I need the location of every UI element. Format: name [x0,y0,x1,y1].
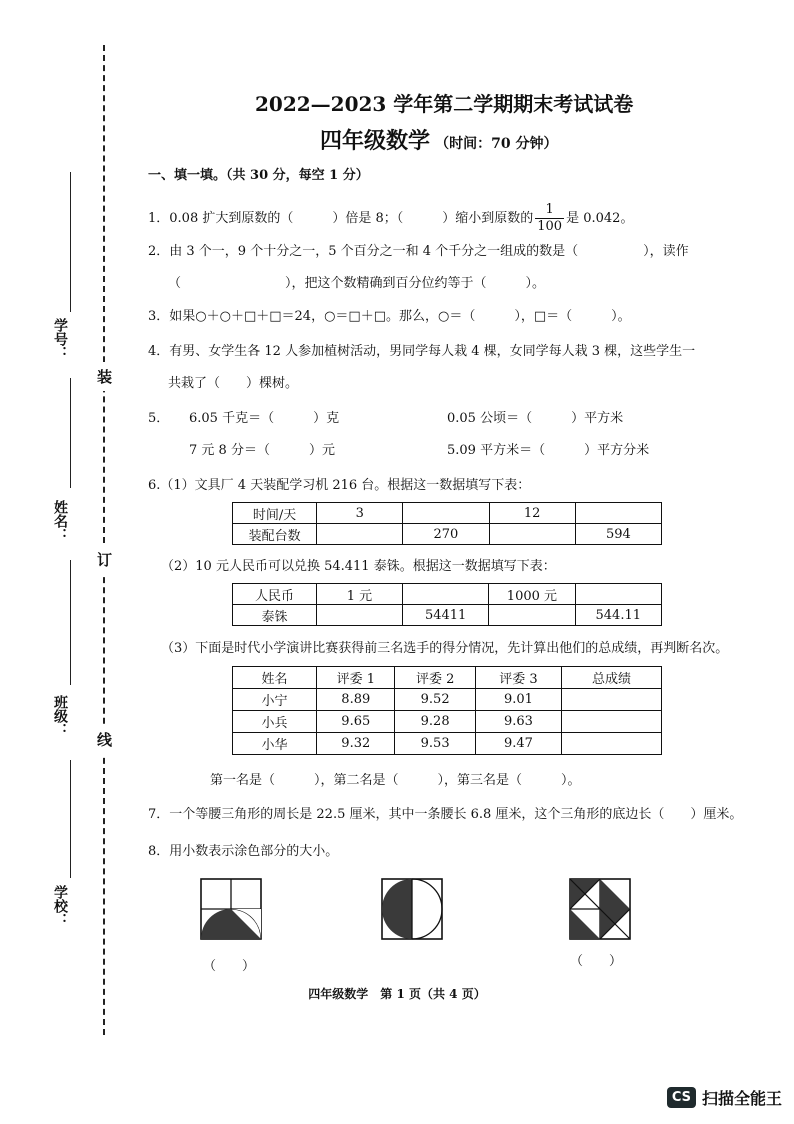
page-footer: 四年级数学 第 1 页（共 4 页） [308,987,486,1001]
table-header-cell: 评委 2 [395,667,475,689]
student-id-label: 学号： [52,318,68,360]
table-cell: 泰铢 [233,605,317,626]
table-cell[interactable] [562,711,662,733]
table-cell: 594 [575,524,661,545]
table-cell: 人民币 [233,584,317,605]
table-cell: 小兵 [233,711,317,733]
table-cell: 3 [317,503,403,524]
figure-crescent [381,878,443,940]
watermark-label: 扫描全能王 [701,1089,782,1108]
q5-item-a: 6.05 千克＝（ ）克 [189,411,340,426]
question-6-part-2: （2）10 元人民币可以兑换 54.411 泰铢。根据这一数据填写下表： [161,559,556,574]
table-row [233,689,662,711]
table-cell: 8.89 [317,689,395,711]
school-line [70,760,71,878]
class-line [70,560,71,685]
answer-blank-1[interactable]: （ ） [203,959,256,974]
table-cell: 装配台数 [233,524,317,545]
table-cell[interactable] [562,733,662,755]
assembly-table [232,502,662,545]
table-cell: 9.01 [475,689,561,711]
question-2-line-2: （ ），把这个数精确到百分位约等于（ ）。 [168,276,546,291]
table-cell: 12 [489,503,575,524]
ranking-line: 第一名是（ ），第二名是（ ），第三名是（ ）。 [210,773,581,788]
class-label: 班级： [52,695,68,737]
table-row [233,605,662,626]
table-row [233,711,662,733]
table-cell: 9.32 [317,733,395,755]
cs-logo-icon: CS [667,1087,696,1108]
binding-char-xian: 线 [97,725,112,754]
table-cell: 544.11 [575,605,661,626]
exam-title: 2022—2023 学年第二学期期末考试试卷 [255,92,634,116]
table-cell: 9.53 [395,733,475,755]
table-cell [316,605,402,626]
question-4-line-1: 4．有男、女学生各 12 人参加植树活动，男同学每人栽 4 棵，女同学每人栽 3 棵，这些学生一 [148,344,696,359]
table-cell[interactable] [562,689,662,711]
table-header-cell: 姓名 [233,667,317,689]
answer-blank-3[interactable]: （ ） [570,954,623,969]
name-label: 姓名： [52,500,68,542]
table-cell: 9.47 [475,733,561,755]
table-row [233,503,662,524]
q1-fraction [535,202,564,235]
table-cell [575,584,661,605]
table-cell: 54411 [402,605,488,626]
school-label: 学校： [52,885,68,927]
q1-text-a: 1．0.08 扩大到原数的（ ）倍是 8；（ ）缩小到原数的 [148,211,534,226]
table-cell [489,605,575,626]
section-title: 一、填一填。（共 30 分，每空 1 分） [148,168,369,183]
question-8: 8．用小数表示涂色部分的大小。 [148,844,339,859]
exam-subtitle-row [320,124,557,155]
question-6-part-1: 6.（1）文具厂 4 天装配学习机 216 台。根据这一数据填写下表： [148,478,531,493]
table-row [233,524,662,545]
table-cell: 小宁 [233,689,317,711]
table-header-row [233,667,662,689]
student-id-line [70,172,71,312]
table-cell: 小华 [233,733,317,755]
table-cell [402,584,488,605]
table-cell: 9.52 [395,689,475,711]
question-2-line-1: 2．由 3 个一，9 个十分之一，5 个百分之一和 4 个千分之一组成的数是（ ），读作 [148,244,689,259]
question-7: 7．一个等腰三角形的周长是 22.5 厘米，其中一条腰长 6.8 厘米，这个三角形的底边长（ ）厘米。 [148,807,743,822]
table-row [233,584,662,605]
question-4-line-2: 共栽了（ ）棵树。 [168,376,299,391]
table-cell [317,524,403,545]
fraction-numerator: 1 [535,202,564,219]
table-cell: 9.28 [395,711,475,733]
exam-duration: （时间：70 分钟） [435,136,558,152]
table-row [233,733,662,755]
binding-dashed-line [103,45,105,1035]
table-cell [575,503,661,524]
q5-item-c: 7 元 8 分＝（ ）元 [189,443,335,458]
scanner-watermark [667,1086,782,1109]
binding-char-ding: 订 [97,545,112,574]
exchange-table [232,583,662,626]
exam-subtitle: 四年级数学 [320,128,431,154]
figure-triangle-grid [569,878,631,940]
question-6-part-3: （3）下面是时代小学演讲比赛获得前三名选手的得分情况，先计算出他们的总成绩，再判断名次。 [161,641,729,656]
table-cell [489,524,575,545]
q5-item-b: 0.05 公顷＝（ ）平方米 [447,411,624,426]
table-cell: 1000 元 [489,584,575,605]
name-line [70,378,71,488]
table-cell: 270 [403,524,489,545]
question-5-number: 5． [148,411,170,426]
figure-quarter-circle [200,878,262,940]
table-cell: 9.63 [475,711,561,733]
q1-text-b: 是 0.042。 [566,211,634,226]
table-header-cell: 评委 3 [475,667,561,689]
question-3: 3．如果○＋○＋□＋□＝24，○＝□＋□。那么，○＝（ ），□＝（ ）。 [148,309,631,324]
fraction-denominator: 100 [537,219,563,234]
table-header-cell: 评委 1 [317,667,395,689]
binding-char-zhuang: 装 [97,362,112,391]
question-1 [148,202,633,235]
table-cell: 时间/天 [233,503,317,524]
table-cell: 1 元 [316,584,402,605]
score-table [232,666,662,755]
table-header-cell: 总成绩 [562,667,662,689]
table-cell: 9.65 [317,711,395,733]
q5-item-d: 5.09 平方米＝（ ）平方分米 [447,443,650,458]
table-cell [403,503,489,524]
